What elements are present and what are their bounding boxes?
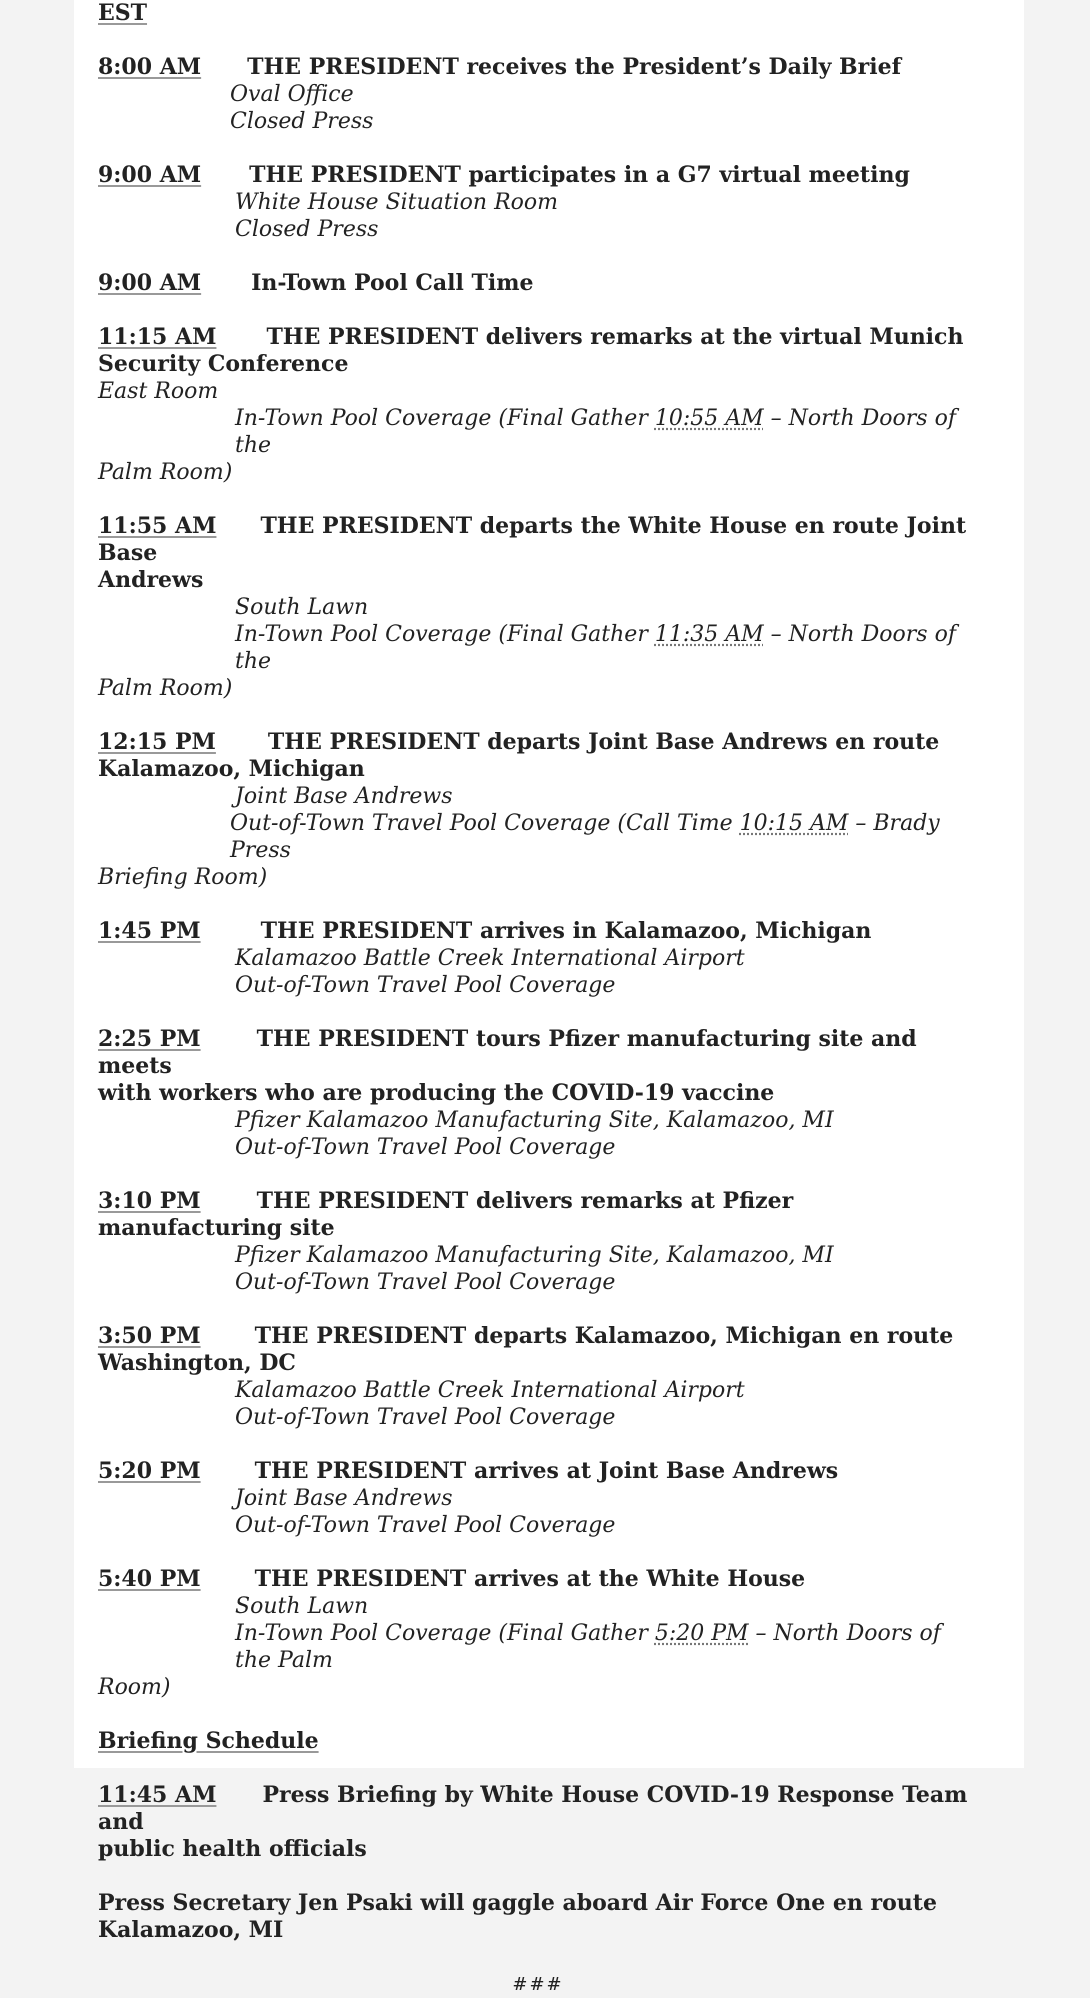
event-title: THE PRESIDENT delivers remarks at Pfizer manufacturing site: [98, 1188, 794, 1241]
event-time: 3:10 PM: [98, 1188, 201, 1214]
end-of-document-mark: ###: [512, 1974, 564, 1995]
event-time: 2:25 PM: [98, 1026, 201, 1052]
event-location: Oval Office: [230, 82, 354, 107]
event-coverage-time: 10:55 AM: [654, 406, 764, 431]
document-page: [74, 0, 1024, 1995]
schedule-event: [98, 513, 978, 702]
schedule-event: [98, 162, 978, 243]
event-title: THE PRESIDENT departs the White House en route Joint Base: [98, 513, 967, 566]
event-coverage: In-Town Pool Coverage (Final Gather 11:35 AM – North Doors of the: [235, 622, 956, 674]
event-location: East Room: [98, 379, 219, 404]
event-time: 8:00 AM: [98, 54, 202, 80]
event-title: THE PRESIDENT departs Joint Base Andrews en route: [267, 729, 940, 755]
event-coverage-wrap: Palm Room): [98, 676, 233, 701]
schedule-event: [98, 918, 978, 999]
event-coverage-time: 5:20 PM: [654, 1621, 749, 1646]
briefing-schedule-heading: Briefing Schedule: [98, 1728, 319, 1754]
event-title: THE PRESIDENT departs Kalamazoo, Michigan en route: [254, 1323, 954, 1349]
event-coverage: Out-of-Town Travel Pool Coverage: [235, 973, 616, 998]
event-title: THE PRESIDENT receives the President’s Daily Brief: [247, 54, 902, 80]
event-location: Joint Base Andrews: [235, 784, 453, 809]
event-title: THE PRESIDENT tours Pfizer manufacturing site and meets: [98, 1026, 917, 1079]
event-coverage: Out-of-Town Travel Pool Coverage: [235, 1135, 616, 1160]
event-location: Kalamazoo Battle Creek International Airport: [235, 1378, 745, 1403]
schedule-event: [98, 729, 978, 891]
event-time: 12:15 PM: [98, 729, 216, 755]
event-time: 3:50 PM: [98, 1323, 201, 1349]
event-time: 1:45 PM: [98, 918, 201, 944]
event-time: 5:40 PM: [98, 1566, 201, 1592]
event-coverage: In-Town Pool Coverage (Final Gather 5:20 PM – North Doors of the Palm: [235, 1621, 941, 1673]
event-title-continued: Washington, DC: [98, 1350, 296, 1376]
event-coverage-time: 11:35 AM: [654, 622, 764, 647]
event-title: THE PRESIDENT arrives in Kalamazoo, Michigan: [260, 918, 872, 944]
event-coverage: Out-of-Town Travel Pool Coverage: [235, 1270, 616, 1295]
timezone-label: EST: [98, 0, 148, 26]
briefing-title-continued: public health officials: [98, 1836, 367, 1862]
gaggle-note: [98, 1890, 978, 1944]
event-title: In-Town Pool Call Time: [251, 270, 534, 296]
event-title-continued: with workers who are producing the COVID-19 vaccine: [98, 1080, 775, 1106]
schedule-event: [98, 1188, 978, 1296]
schedule-event: [98, 1458, 978, 1539]
schedule-event: [98, 54, 978, 135]
event-time: 9:00 AM: [98, 162, 202, 188]
event-coverage: Out-of-Town Travel Pool Coverage (Call Time 10:15 AM – Brady Press: [230, 811, 940, 863]
event-coverage-wrap: Room): [98, 1675, 171, 1700]
event-coverage: Closed Press: [235, 217, 379, 242]
event-title: THE PRESIDENT participates in a G7 virtual meeting: [249, 162, 910, 188]
briefing-title: Press Briefing by White House COVID-19 Response Team and: [98, 1782, 968, 1835]
event-location: Pfizer Kalamazoo Manufacturing Site, Kalamazoo, MI: [235, 1243, 834, 1268]
event-coverage: In-Town Pool Coverage (Final Gather 10:55 AM – North Doors of the: [235, 406, 956, 458]
event-coverage-wrap: Briefing Room): [98, 865, 268, 890]
schedule-event: [98, 1566, 978, 1701]
event-location: South Lawn: [235, 1594, 369, 1619]
schedule-event: [98, 1026, 978, 1161]
event-location: Kalamazoo Battle Creek International Airport: [235, 946, 745, 971]
event-coverage: Out-of-Town Travel Pool Coverage: [235, 1513, 616, 1538]
briefing-time: 11:45 AM: [98, 1782, 217, 1808]
event-title: THE PRESIDENT arrives at Joint Base Andrews: [254, 1458, 839, 1484]
schedule-event: [98, 1323, 978, 1431]
event-location: Joint Base Andrews: [235, 1486, 453, 1511]
schedule-event: [98, 324, 978, 486]
event-title-continued: Security Conference: [98, 351, 349, 377]
gaggle-line-continued: Kalamazoo, MI: [98, 1917, 284, 1943]
schedule-content: [98, 0, 978, 1998]
event-coverage: Out-of-Town Travel Pool Coverage: [235, 1405, 616, 1430]
event-title-continued: Andrews: [98, 567, 204, 593]
briefing-event: [98, 1782, 978, 1863]
event-coverage: Closed Press: [230, 109, 374, 134]
event-time: 9:00 AM: [98, 270, 202, 296]
event-location: White House Situation Room: [235, 190, 559, 215]
event-time: 11:15 AM: [98, 324, 217, 350]
event-coverage-wrap: Palm Room): [98, 460, 233, 485]
event-coverage-time: 10:15 AM: [739, 811, 849, 836]
event-time: 11:55 AM: [98, 513, 217, 539]
event-title: THE PRESIDENT arrives at the White House: [254, 1566, 806, 1592]
event-location: Pfizer Kalamazoo Manufacturing Site, Kalamazoo, MI: [235, 1108, 834, 1133]
event-time: 5:20 PM: [98, 1458, 201, 1484]
gaggle-line: Press Secretary Jen Psaki will gaggle aboard Air Force One en route: [98, 1890, 937, 1916]
event-title: THE PRESIDENT delivers remarks at the virtual Munich: [266, 324, 964, 350]
event-title-continued: Kalamazoo, Michigan: [98, 756, 365, 782]
schedule-event: [98, 270, 978, 297]
event-location: South Lawn: [235, 595, 369, 620]
